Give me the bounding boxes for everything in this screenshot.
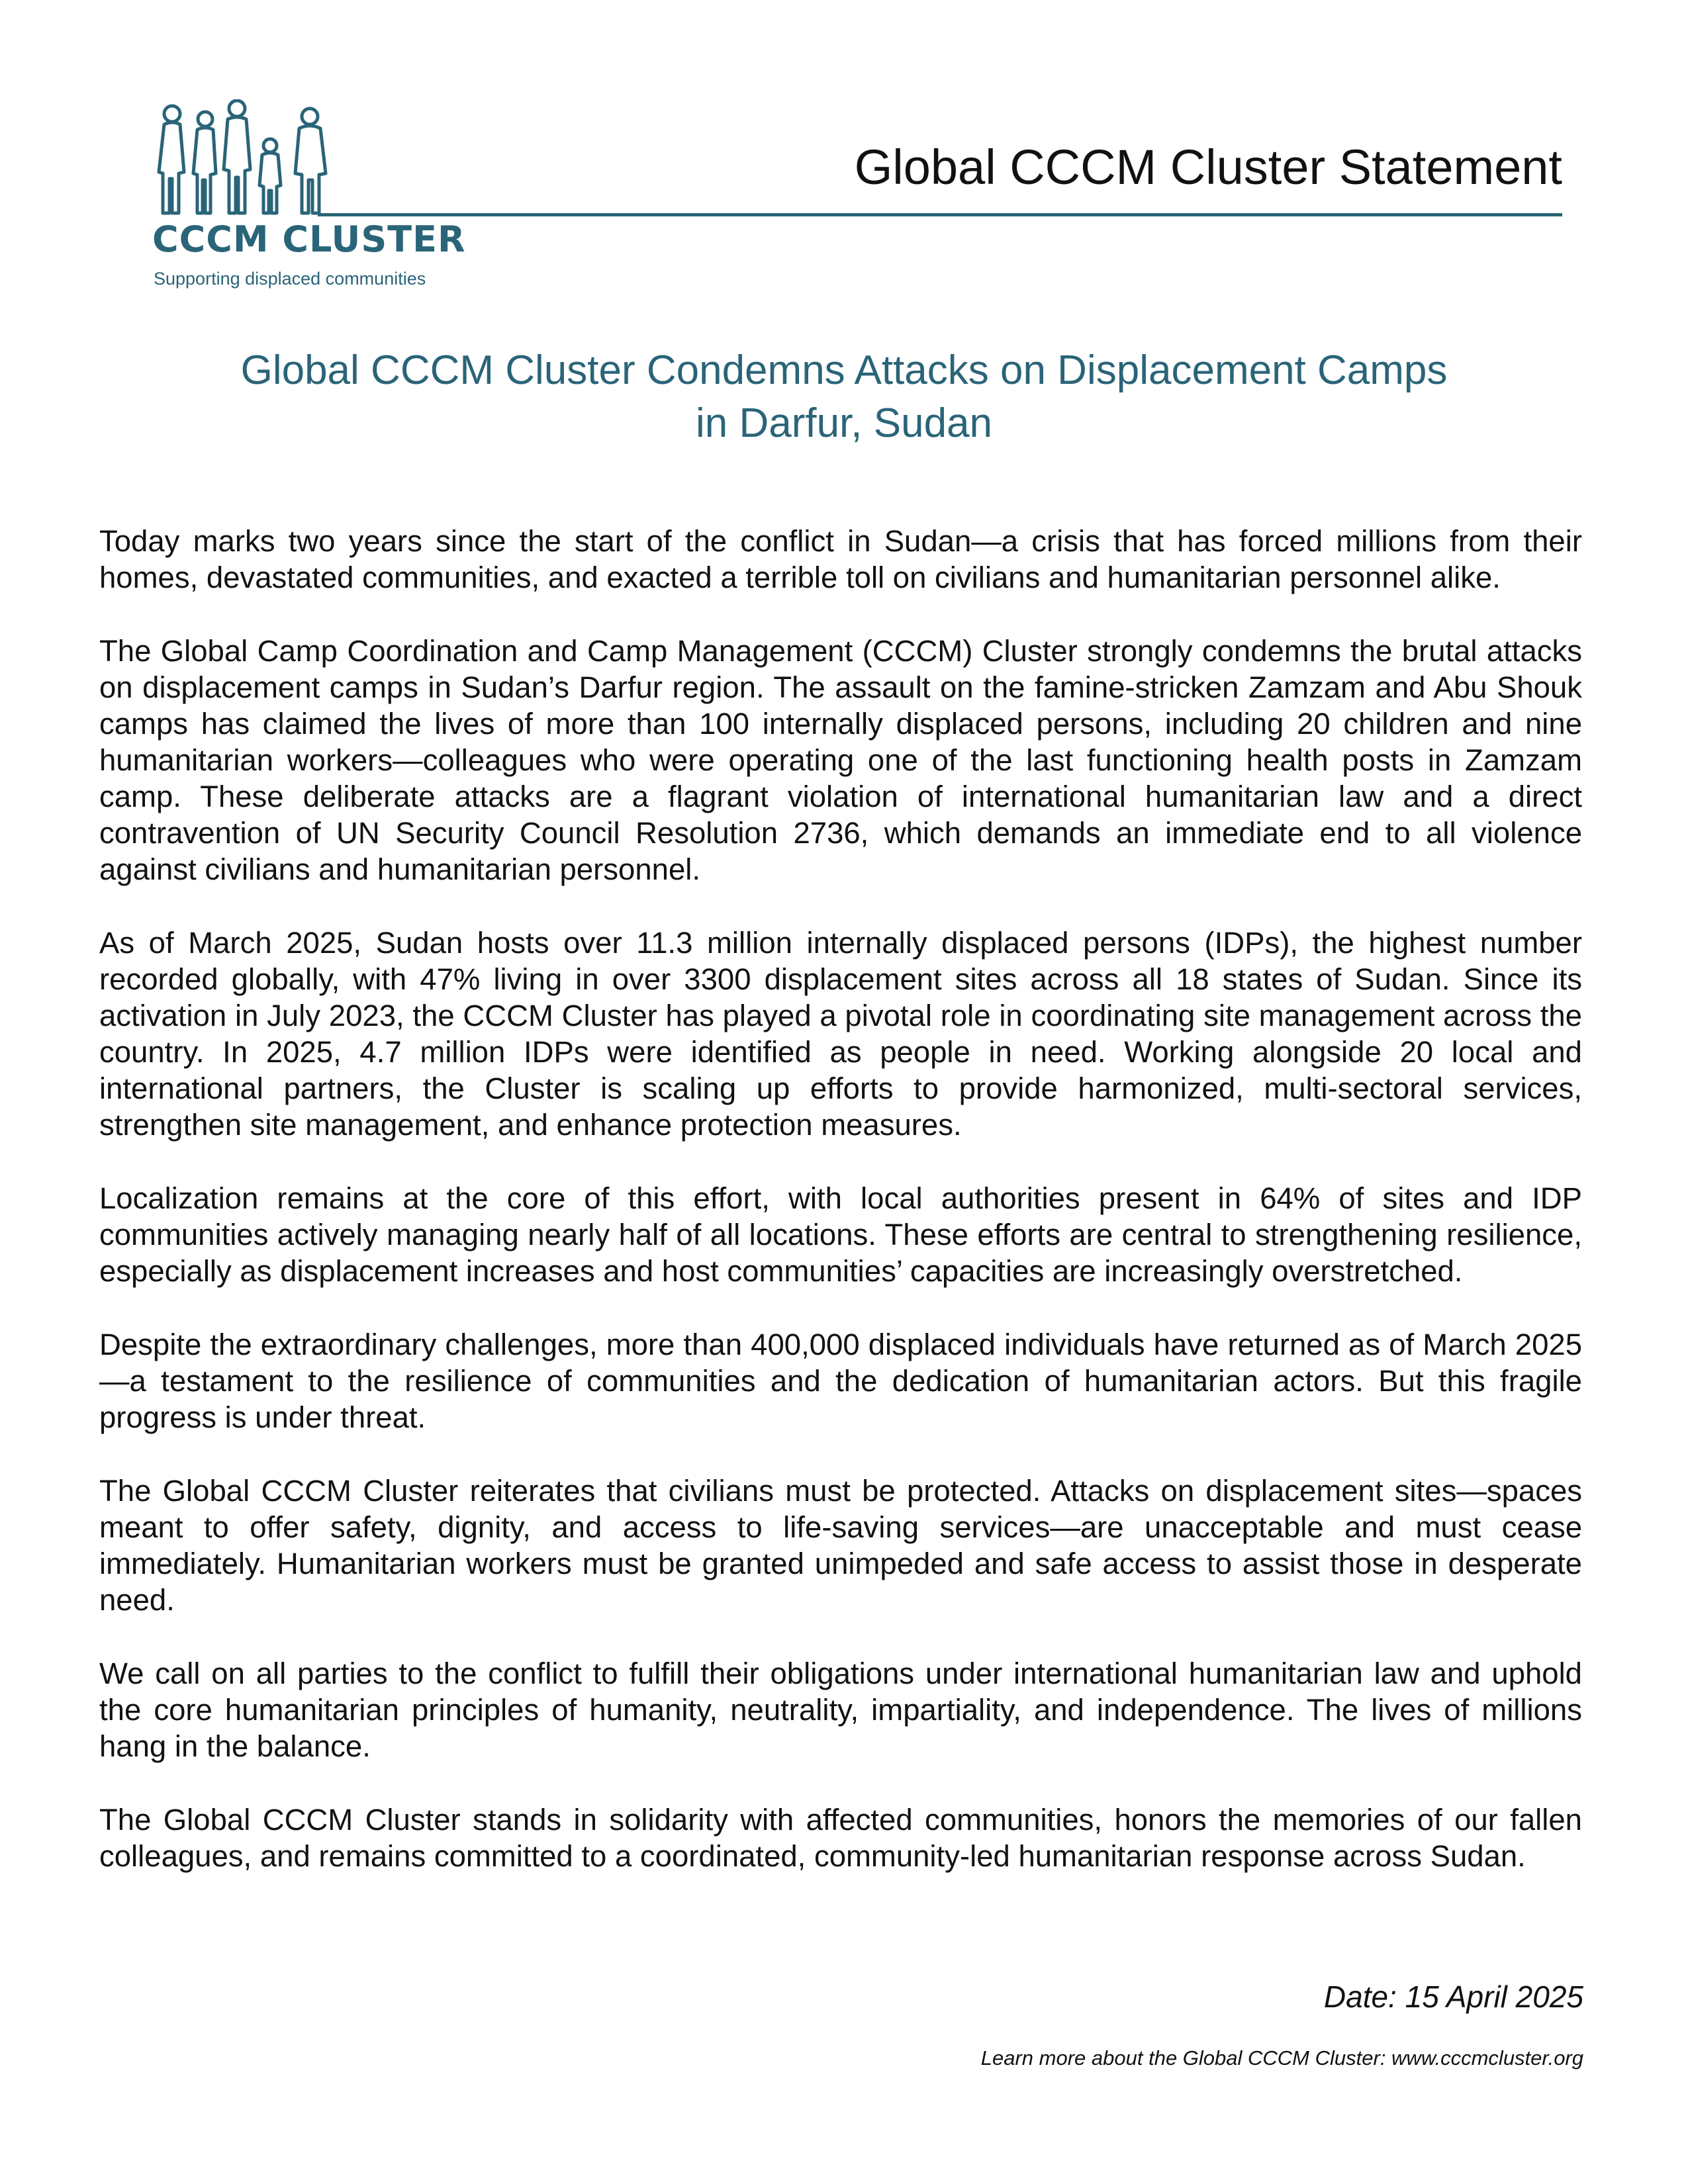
cccm-cluster-logo [152,99,483,298]
paragraph: Today marks two years since the start of the conflict in Sudan—a crisis that has forced millions from their homes, devastated communities, and exacted a terrible toll on civilians and humanitarian personnel alike. [99,524,1582,594]
logo-title: CCCM CLUSTER [152,218,466,260]
statement-date: Date: 15 April 2025 [1323,1979,1583,2014]
silhouette-figure [193,112,216,213]
headline-line-1: Global CCCM Cluster Condemns Attacks on Displacement Camps [240,347,1448,393]
footer-link-note: Learn more about the Global CCCM Cluster: www.cccmcluster.org [980,2046,1583,2070]
paragraph: The Global CCCM Cluster stands in solidarity with affected communities, honors the memories of our fallen colleagues, and remains committed to a coordinated, community-led humanitarian response across Sudan. [99,1803,1582,1873]
header-title: Global CCCM Cluster Statement [854,140,1562,195]
logo-tagline: Supporting displaced communities [154,269,426,289]
paragraph: The Global Camp Coordination and Camp Management (CCCM) Cluster strongly condemns the brutal attacks on displacement camps in Sudan’s Darfur region. The assault on the famine-stricken Zamzam and Abu Shouk camps has claimed the lives of more than 100 internally displaced persons, including 20 children and nine humanitarian workers—colleagues who were operating one of the last functioning health posts in Zamzam camp. These deliberate attacks are a flagrant violation of international humanitarian law and a direct contravention of UN Security Council Resolution 2736, which demands an immediate end to all violence against civilians and humanitarian personnel. [99,634,1582,886]
statement-body [99,523,1582,1911]
silhouette-figure [295,109,326,213]
paragraph: The Global CCCM Cluster reiterates that civilians must be protected. Attacks on displacement sites—spaces meant to offer safety, dignity, and access to life-saving services—are unacceptable and must cease immediately. Humanitarian workers must be granted unimpeded and safe access to assist those in desperate need. [99,1474,1582,1617]
paragraph: Despite the extraordinary challenges, more than 400,000 displaced individuals have returned as of March 2025—a testament to the resilience of communities and the dedication of humanitarian actors. But this fragile progress is under threat. [99,1328,1582,1434]
silhouette-figure [159,106,184,213]
header-divider [318,213,1562,216]
paragraph: Localization remains at the core of this effort, with local authorities present in 64% of sites and IDP communities actively managing nearly half of all locations. These efforts are central to strengthening resilience, especially as displacement increases and host communities’ capacities are increasingly overstretched. [99,1181,1582,1288]
headline-line-2: in Darfur, Sudan [695,400,993,446]
paragraph: We call on all parties to the conflict to fulfill their obligations under international humanitarian law and uphold the core humanitarian principles of humanity, neutrality, impartiality, and independence. The lives of millions hang in the balance. [99,1657,1582,1763]
people-silhouettes-icon [152,99,351,218]
paragraph: As of March 2025, Sudan hosts over 11.3 million internally displaced persons (IDPs), the highest number recorded globally, with 47% living in over 3300 displacement sites across all 18 states of Sudan. Since its activation in July 2023, the CCCM Cluster has played a pivotal role in coordinating site management across the country. In 2025, 4.7 million IDPs were identified as people in need. Working alongside 20 local and international partners, the Cluster is scaling up efforts to provide harmonized, multi-sectoral services, strengthen site management, and enhance protection measures. [99,926,1582,1142]
silhouette-figure [259,139,281,213]
silhouette-figure [224,101,250,213]
headline [99,344,1589,450]
